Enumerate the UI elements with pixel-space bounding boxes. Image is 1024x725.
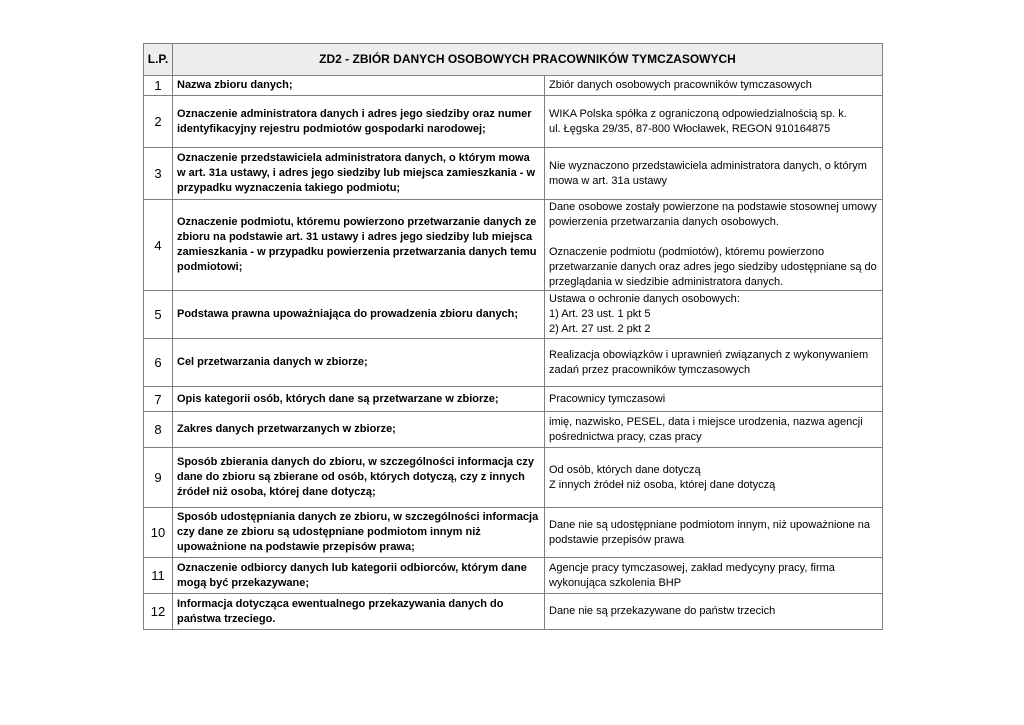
table-row [144, 200, 883, 291]
table-row [144, 148, 883, 200]
row-value: Pracownicy tymczasowi [545, 387, 883, 412]
row-value: WIKA Polska spółka z ograniczoną odpowiedzialnością sp. k. ul. Łęgska 29/35, 87-800 Włocławek, REGON 910164875 [545, 96, 883, 148]
row-label: Nazwa zbioru danych; [173, 76, 545, 96]
row-value: Od osób, których dane dotyczą Z innych źródeł niż osoba, której dane dotyczą [545, 448, 883, 508]
row-number: 10 [144, 508, 173, 558]
row-number: 11 [144, 558, 173, 594]
row-label: Oznaczenie administratora danych i adres jego siedziby oraz numer identyfikacyjny rejestru podmiotów gospodarki narodowej; [173, 96, 545, 148]
row-number: 12 [144, 594, 173, 630]
row-value: Dane osobowe zostały powierzone na podstawie stosownej umowy powierzenia przetwarzania danych osobowych. Oznaczenie podmiotu (podmiotów), któremu powierzono przetwarzanie danych oraz adres jego siedziby udostępniane są do przeglądania w siedzibie administratora danych. [545, 200, 883, 291]
table-row [144, 76, 883, 96]
table-row [144, 508, 883, 558]
row-label: Oznaczenie przedstawiciela administratora danych, o którym mowa w art. 31a ustawy, i adres jego siedziby lub miejsca zamieszkania - w przypadku wyznaczenia takiego podmiotu; [173, 148, 545, 200]
row-value: Agencje pracy tymczasowej, zakład medycyny pracy, firma wykonująca szkolenia BHP [545, 558, 883, 594]
table-row [144, 339, 883, 387]
row-label: Cel przetwarzania danych w zbiorze; [173, 339, 545, 387]
row-label: Sposób zbierania danych do zbioru, w szczególności informacja czy dane do zbioru są zbierane od osób, których dotyczą, czy z innych źródeł niż osoba, której dane dotyczą; [173, 448, 545, 508]
table-title: ZD2 - ZBIÓR DANYCH OSOBOWYCH PRACOWNIKÓW TYMCZASOWYCH [173, 44, 883, 76]
data-register-table [143, 43, 883, 630]
table-row [144, 387, 883, 412]
table-row [144, 594, 883, 630]
row-label: Podstawa prawna upoważniająca do prowadzenia zbioru danych; [173, 291, 545, 339]
header-lp: L.P. [144, 44, 173, 76]
row-value: imię, nazwisko, PESEL, data i miejsce urodzenia, nazwa agencji pośrednictwa pracy, czas pracy [545, 412, 883, 448]
row-value: Dane nie są przekazywane do państw trzecich [545, 594, 883, 630]
row-number: 7 [144, 387, 173, 412]
row-value: Zbiór danych osobowych pracowników tymczasowych [545, 76, 883, 96]
row-value: Nie wyznaczono przedstawiciela administratora danych, o którym mowa w art. 31a ustawy [545, 148, 883, 200]
row-number: 6 [144, 339, 173, 387]
row-label: Zakres danych przetwarzanych w zbiorze; [173, 412, 545, 448]
table-row [144, 448, 883, 508]
row-number: 9 [144, 448, 173, 508]
row-value: Ustawa o ochronie danych osobowych: 1) Art. 23 ust. 1 pkt 5 2) Art. 27 ust. 2 pkt 2 [545, 291, 883, 339]
row-number: 2 [144, 96, 173, 148]
row-label: Informacja dotycząca ewentualnego przekazywania danych do państwa trzeciego. [173, 594, 545, 630]
row-number: 1 [144, 76, 173, 96]
row-number: 4 [144, 200, 173, 291]
table-row [144, 291, 883, 339]
row-value: Dane nie są udostępniane podmiotom innym, niż upoważnione na podstawie przepisów prawa [545, 508, 883, 558]
row-label: Sposób udostępniania danych ze zbioru, w szczególności informacja czy dane ze zbioru są udostępniane podmiotom innym niż upoważnione na podstawie przepisów prawa; [173, 508, 545, 558]
row-number: 3 [144, 148, 173, 200]
row-label: Oznaczenie odbiorcy danych lub kategorii odbiorców, którym dane mogą być przekazywane; [173, 558, 545, 594]
row-number: 8 [144, 412, 173, 448]
row-label: Oznaczenie podmiotu, któremu powierzono przetwarzanie danych ze zbioru na podstawie art. 31 ustawy i adres jego siedziby lub miejsca zamieszkania - w przypadku powierzenia przetwarzania danych temu podmiotowi; [173, 200, 545, 291]
table-row [144, 558, 883, 594]
table-row [144, 412, 883, 448]
row-number: 5 [144, 291, 173, 339]
row-value: Realizacja obowiązków i uprawnień związanych z wykonywaniem zadań przez pracowników tymczasowych [545, 339, 883, 387]
table-header-row [144, 44, 883, 76]
table-row [144, 96, 883, 148]
row-label: Opis kategorii osób, których dane są przetwarzane w zbiorze; [173, 387, 545, 412]
